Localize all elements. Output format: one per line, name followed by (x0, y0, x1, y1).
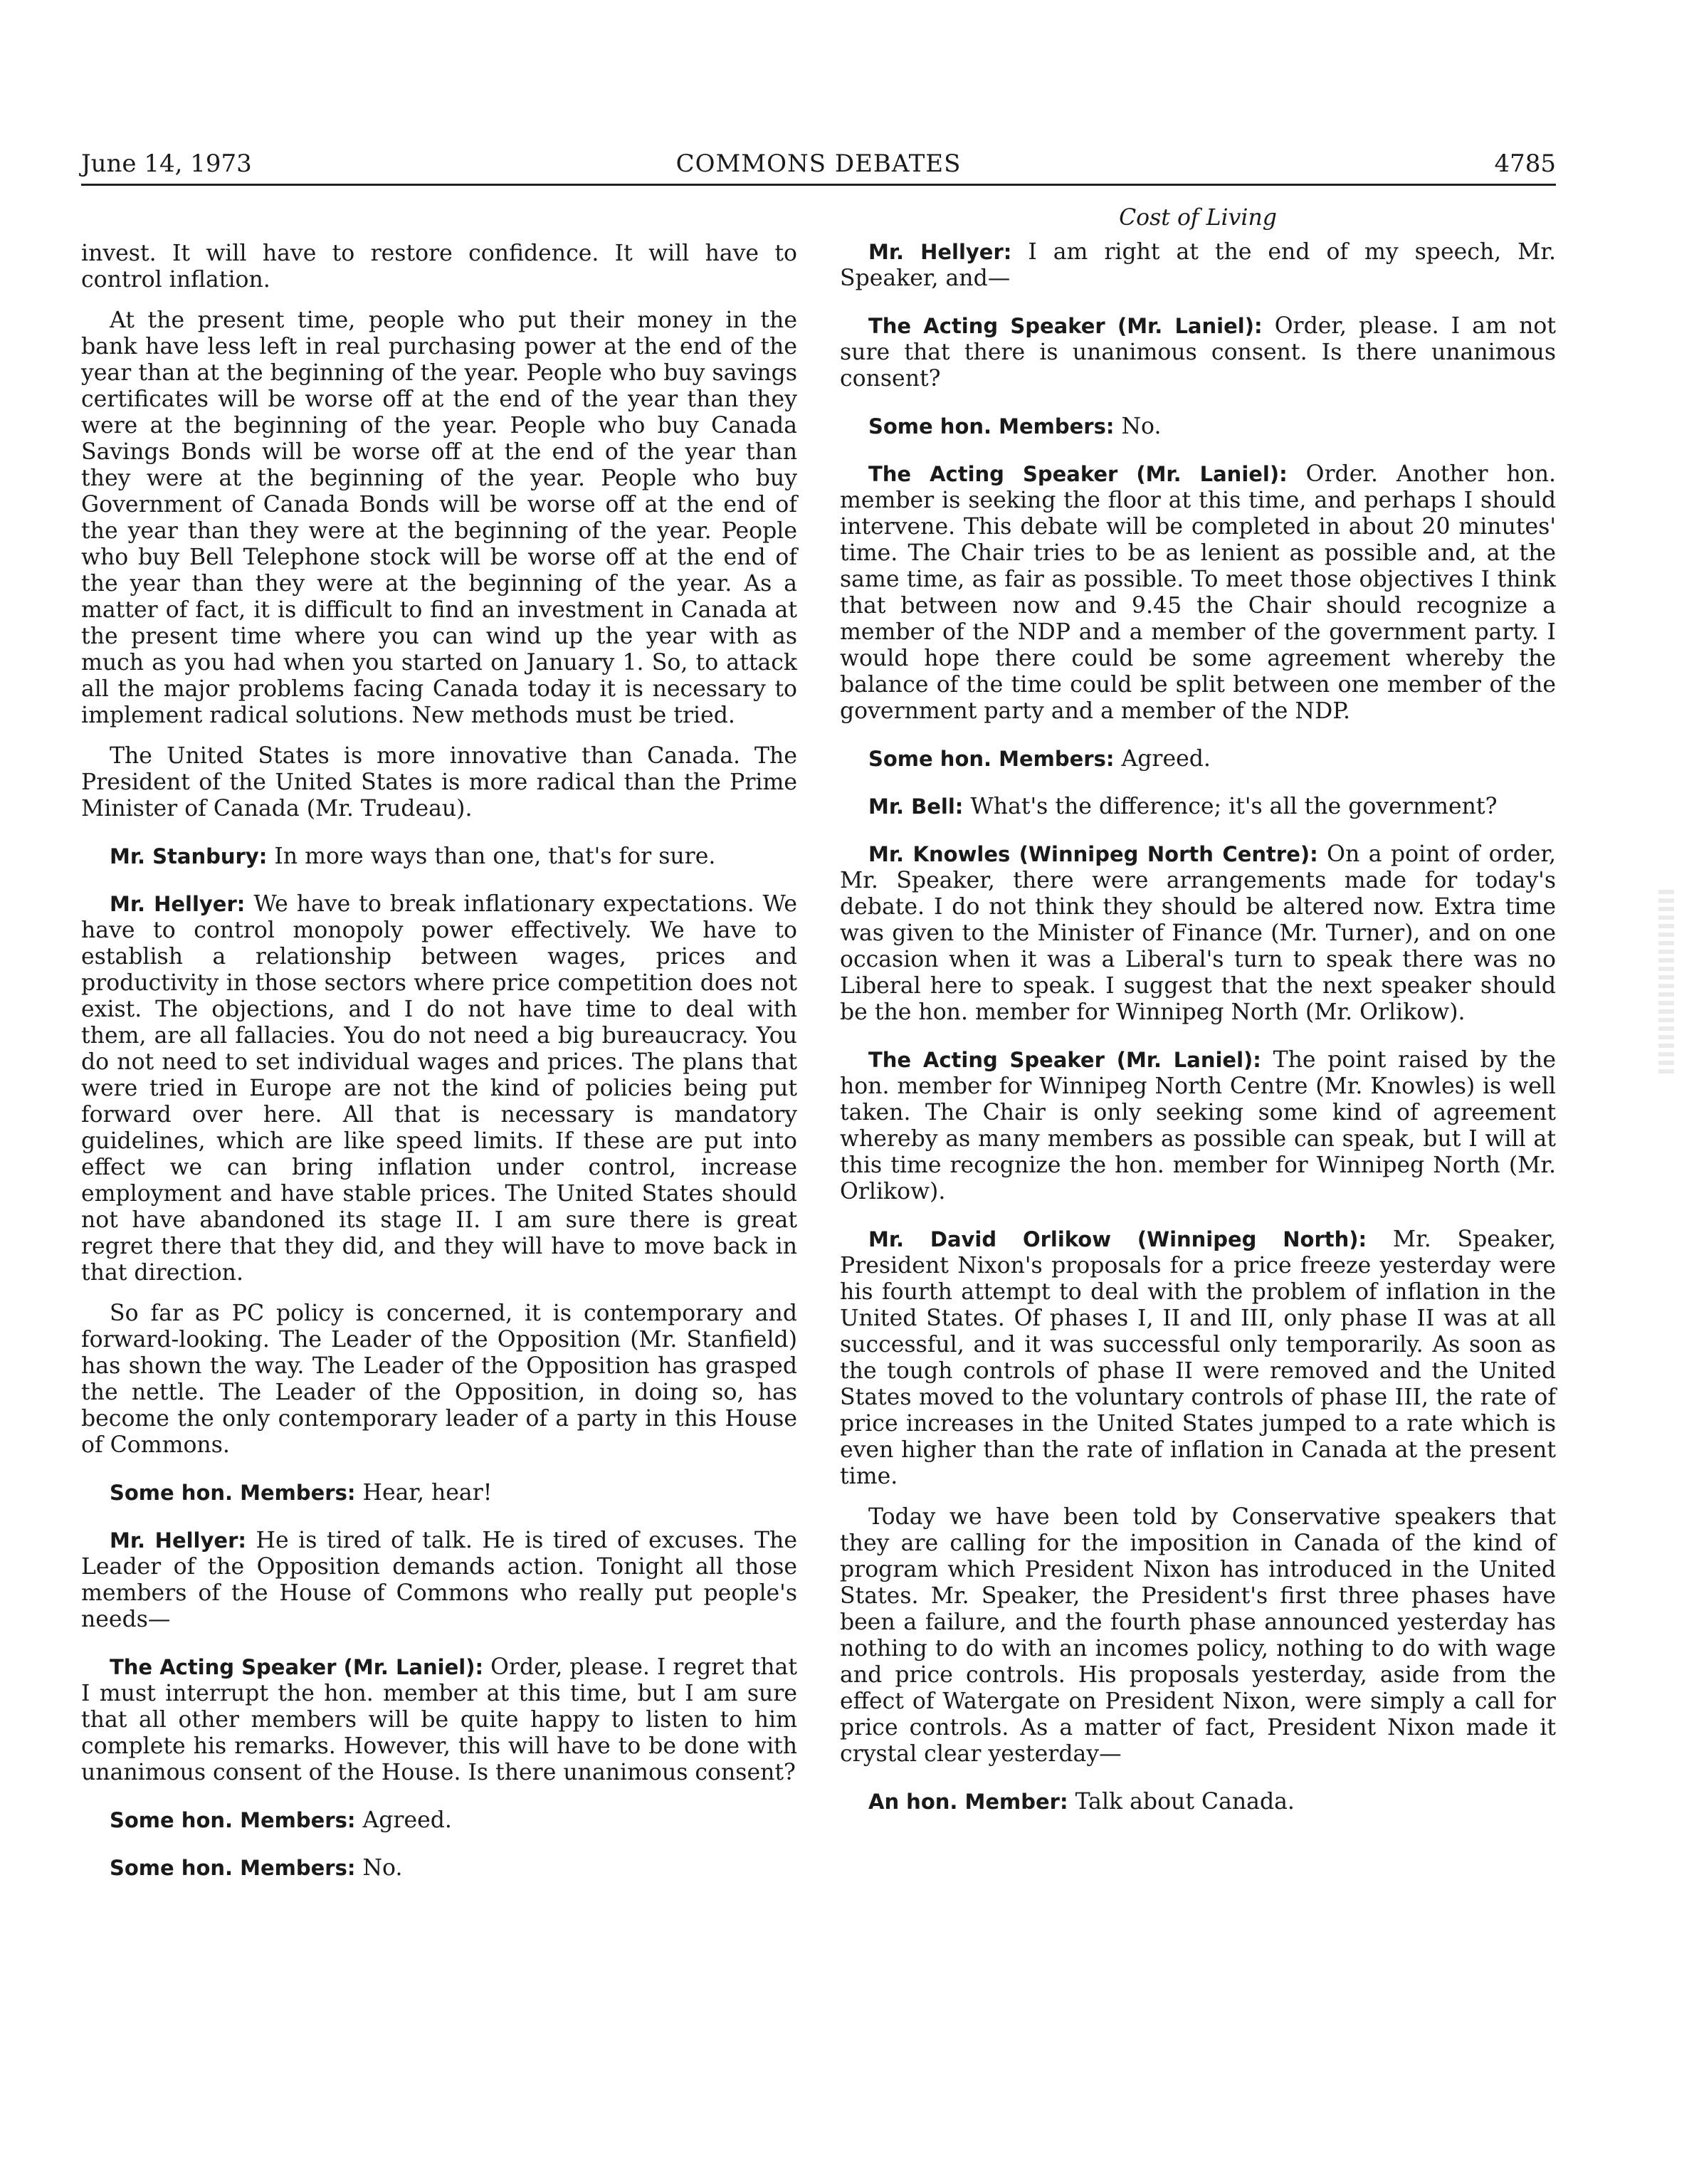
speaker-name: The Acting Speaker (Mr. Laniel): (868, 462, 1288, 486)
speaker-name: Mr. Stanbury: (110, 844, 268, 868)
speaker-name: Some hon. Members: (110, 1808, 356, 1832)
header-page-number: 4785 (1494, 149, 1556, 178)
paragraph-text: Today we have been told by Conservative speakers that they are calling for the imposition in Canada of the kind of program which President Nixon has introduced in the United States. Mr. Speaker, the President's first three phases have been a failure, and the fourth phase announced yesterday has nothing to do with an incomes policy, nothing to do with wage and price controls. His proposals yesterday, aside from the effect of Watergate on President Nixon, were simply a call for price controls. As a matter of fact, President Nixon made it crystal clear yesterday— (840, 1504, 1556, 1767)
speaker-name: Some hon. Members: (110, 1481, 356, 1505)
speech (81, 891, 797, 1286)
speech-text: Agreed. (362, 1807, 452, 1833)
speech (840, 841, 1556, 1026)
speech (81, 1654, 797, 1786)
paragraph (840, 1504, 1556, 1768)
speaker-name: The Acting Speaker (Mr. Laniel): (868, 1048, 1261, 1072)
speech (81, 1855, 797, 1881)
speech (840, 1227, 1556, 1490)
scan-margin-artifact (1658, 890, 1674, 1075)
paragraph-text: So far as PC policy is concerned, it is contemporary and forward-looking. The Leader of the Opposition (Mr. Stanfield) has shown the way. The Leader of the Opposition has grasped the nettle. The Leader of the Opposition, in doing so, has become the only contemporary leader of a party in this House of Commons. (81, 1301, 797, 1458)
speech-text: We have to break inflationary expectations. We have to control monopoly power effectively. We have to establish a relationship between wages, prices and productivity in those sectors where price competition does not exist. The objections, and I do not have time to deal with them, are all fallacies. You do not need a big bureaucracy. You do not need to set individual wages and prices. The plans that were tried in Europe are not the kind of policies being put forward over here. All that is necessary is mandatory guidelines, which are like speed limits. If these are put into effect we can bring inflation under control, increase employment and have stable prices. The United States should not have abandoned its stage II. I am sure there is great regret there that they did, and they will have to move back in that direction. (81, 891, 798, 1286)
speech-text: What's the difference; it's all the government? (970, 794, 1498, 819)
paragraph (81, 1301, 797, 1459)
speaker-name: Mr. Hellyer: (110, 1528, 246, 1553)
speaker-name: Some hon. Members: (868, 414, 1115, 439)
header-rule (81, 184, 1556, 186)
page-header (81, 149, 1556, 185)
speech-text: Hear, hear! (362, 1480, 493, 1506)
speaker-name: Mr. David Orlikow (Winnipeg North): (868, 1227, 1367, 1251)
right-column (840, 239, 1556, 1837)
running-head: Cost of Living (1119, 205, 1277, 231)
speech-text: Order, please. I am not sure that there is unanimous consent. Is there unanimous consent? (840, 313, 1556, 392)
speaker-name: The Acting Speaker (Mr. Laniel): (110, 1655, 484, 1679)
speech (840, 414, 1556, 440)
speech (840, 1047, 1556, 1205)
speech (840, 794, 1556, 820)
speaker-name: Mr. Hellyer: (868, 240, 1012, 264)
speech (81, 1528, 797, 1633)
speaker-name: An hon. Member: (868, 1790, 1068, 1814)
paragraph (81, 241, 797, 293)
header-date: June 14, 1973 (81, 149, 252, 178)
speech-text: I am right at the end of my speech, Mr. Speaker, and— (840, 239, 1557, 291)
speech-text: Mr. Speaker, President Nixon's proposals for a price freeze yesterday were his fourth attempt to deal with the problem of inflation in the United States. Of phases I, II and III, only phase II was at all successful, and it was successful only temporarily. As soon as the tough controls of phase II were removed and the United States moved to the voluntary controls of phase III, the rate of price increases in the United States jumped to a rate which is even higher than the rate of inflation in Canada at the present time. (840, 1227, 1556, 1489)
paragraph (81, 743, 797, 822)
speech (81, 844, 797, 870)
speech (840, 313, 1556, 392)
paragraph-text: invest. It will have to restore confidence. It will have to control inflation. (81, 241, 797, 293)
speech-text: Order. Another hon. member is seeking the floor at this time, and perhaps I should intervene. This debate will be completed in about 20 minutes' time. The Chair tries to be as lenient as possible and, at the same time, as fair as possible. To meet those objectives I think that between now and 9.45 the Chair should recognize a member of the NDP and a member of the government party. I would hope there could be some agreement whereby the balance of the time could be split between one member of the government party and a member of the NDP. (840, 461, 1556, 724)
speech (840, 746, 1556, 772)
speech-text: No. (362, 1855, 403, 1881)
speech (81, 1807, 797, 1834)
speech-text: Agreed. (1121, 746, 1211, 772)
speaker-name: Some hon. Members: (868, 747, 1115, 771)
speaker-name: Some hon. Members: (110, 1856, 356, 1880)
speech-text: He is tired of talk. He is tired of excuses. The Leader of the Opposition demands action. Tonight all those members of the House of Commons who really put people's needs— (81, 1528, 797, 1632)
speech (840, 239, 1556, 292)
paragraph (81, 308, 797, 729)
speaker-name: The Acting Speaker (Mr. Laniel): (868, 314, 1263, 338)
speaker-name: Mr. Bell: (868, 794, 964, 819)
speaker-name: Mr. Hellyer: (110, 892, 246, 916)
speech (81, 1480, 797, 1506)
speaker-name: Mr. Knowles (Winnipeg North Centre): (868, 842, 1318, 866)
left-column (81, 241, 797, 1903)
speech-text: In more ways than one, that's for sure. (274, 844, 716, 869)
speech (840, 1789, 1556, 1815)
paragraph-text: At the present time, people who put their money in the bank have less left in real purchasing power at the end of the year than at the beginning of the year. People who buy savings certificates will be worse off at the end of the year than they were at the beginning of the year. People who buy Canada Savings Bonds will be worse off at the end of the year than they were at the beginning of the year. People who buy Government of Canada Bonds will be worse off at the end of the year than they were at the beginning of the year. People who buy Bell Telephone stock will be worse off at the end of the year than they were at the beginning of the year. As a matter of fact, it is difficult to find an investment in Canada at the present time where you can wind up the year with as much as you had when you started on January 1. So, to attack all the major problems facing Canada today it is necessary to implement radical solutions. New methods must be tried. (81, 308, 797, 728)
speech-text: Talk about Canada. (1075, 1789, 1295, 1815)
speech-text: On a point of order, Mr. Speaker, there were arrangements made for today's debate. I do not think they should be altered now. Extra time was given to the Minister of Finance (Mr. Turner), and on one occasion when it was a Liberal's turn to speak there was no Liberal here to speak. I suggest that the next speaker should be the hon. member for Winnipeg North (Mr. Orlikow). (840, 841, 1557, 1025)
speech-text: The point raised by the hon. member for Winnipeg North Centre (Mr. Knowles) is well taken. The Chair is only seeking some kind of agreement whereby as many members as possible can speak, but I will at this time recognize the hon. member for Winnipeg North (Mr. Orlikow). (840, 1047, 1556, 1204)
speech (840, 461, 1556, 725)
speech-text: Order, please. I regret that I must interrupt the hon. member at this time, but I am sure that all other members will be quite happy to listen to him complete his remarks. However, this will have to be done with unanimous consent of the House. Is there unanimous consent? (81, 1654, 797, 1785)
header-title: COMMONS DEBATES (675, 149, 962, 178)
paragraph-text: The United States is more innovative than Canada. The President of the United States is more radical than the Prime Minister of Canada (Mr. Trudeau). (81, 743, 797, 821)
speech-text: No. (1121, 414, 1162, 439)
